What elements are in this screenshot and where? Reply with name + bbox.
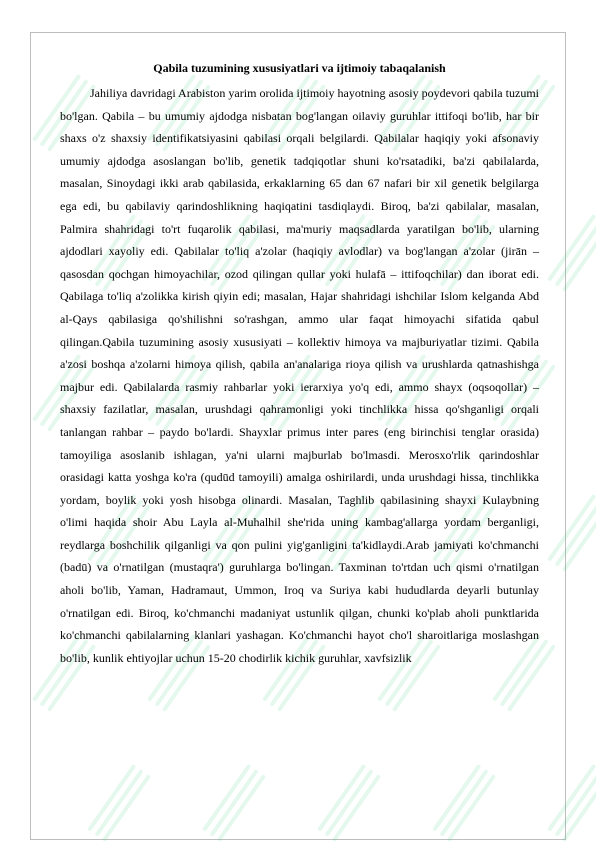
document-body: Jahiliya davridagi Arabiston yarim orolida ijtimoiy hayotning asosiy poydevori qabila tuzumi bo'lgan. Qabila – bu umumiy ajdodga nisbatan bog'langan oilaviy guruhlar ittifoqi bo'lib, har bir shaxs o'z shaxsiy identifikatsiyasini qabilasi orqali belgilardi. Qabilalar haqiqiy yoki afsonaviy umumiy ajdodga asoslangan bo'lib, genetik tadqiqotlar shuni ko'rsatadiki, ba'zi qabilalarda, masalan, Sinoydagi ikki arab qabilasida, erkaklarning 65 dan 67 nafari bir xil genetik belgilarga ega edi, bu qabilaviy qarindoshlikning haqiqatini tasdiqlaydi. Biroq, ba'zi qabilalar, masalan, Palmira shahridagi to'rt fuqarolik qabilasi, ma'muriy maqsadlarda yaratilgan bo'lib, ularning ajdodlari xayoliy edi. Qabilalar to'liq a'zolar (haqiqiy avlodlar) va bog'langan a'zolar (jirān – qasosdan qochgan himoyachilar, ozod qilingan qullar yoki hulafā – ittifoqchilar) dan iborat edi. Qabilaga to'liq a'zolikka kirish qiyin edi; masalan, Hajar shahridagi ishchilar Islom kelganda Abd al-Qays qabilasiga qo'shilishni so'rashgan, ammo ular faqat himoyachi sifatida qabul qilingan.Qabila tuzumining asosiy xususiyati – kollektiv himoya va majburiyatlar tizimi. Qabila a'zosi boshqa a'zolarni himoya qilish, qabila an'analariga rioya qilish va urushlarda qatnashishga majbur edi. Qabilalarda rasmiy rahbarlar yoki ierarxiya yo'q edi, ammo shayx (oqsoqollar) – shaxsiy fazilatlar, masalan, urushdagi qahramonligi yoki tinchlikka hissa qo'shganligi orqali tanlangan rahbar – paydo bo'lardi. Shayxlar primus inter pares (eng birinchisi tenglar orasida) tamoyiliga asoslanib ishlagan, ya'ni ularni majburlab bo'lmasdi. Merosxo'rlik qarindoshlar orasidagi katta yoshga ko'ra (qudūd tamoyili) amalga oshirilardi, unda urushdagi hissa, tinchlikka yordam, boylik yoki yosh hisobga olinardi. Masalan, Taghlib qabilasining shayxi Kulaybning o'limi haqida shoir Abu Layla al-Muhalhil she'rida uning kambag'allarga yordam berganligi, reydlarga boshchilik qilganligi va qon pulini yig'ganligini ta'kidlaydi.Arab jamiyati ko'chmanchi (badū) va o'rnatilgan (mustaqra') guruhlarga bo'lingan. Taxminan to'rtdan uch qismi o'rnatilgan aholi bo'lib, Yaman, Hadramaut, Ummon, Iroq va Suriya kabi hududlarda deyarli butunlay o'rnatilgan edi. Biroq, ko'chmanchi madaniyat ustunlik qilgan, chunki ko'plab aholi punktlarida ko'chmanchi qabilalarning klanlari yashagan. Ko'chmanchi hayot cho'l sharoitlariga moslashgan bo'lib, kunlik ehtiyojlar uchun 15-20 chodirlik kichik guruhlar, xavfsizlik <box>60 86 539 665</box>
document-content <box>60 57 539 669</box>
document-title: Qabila tuzumining xususiyatlari va ijtimoiy tabaqalanish <box>153 61 446 75</box>
